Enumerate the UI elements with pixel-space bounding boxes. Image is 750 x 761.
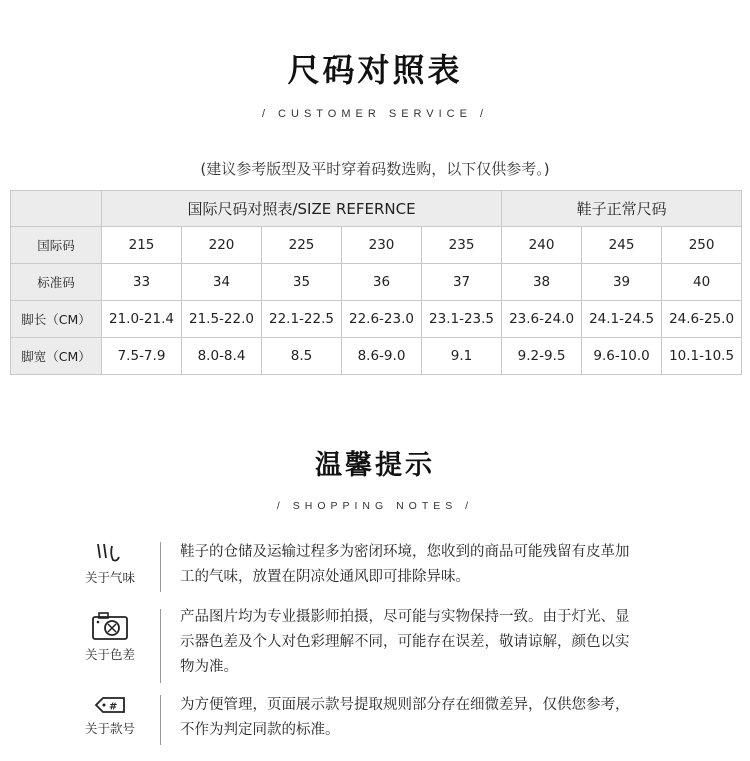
note-text [180,605,700,680]
size-chart-note: (建议参考版型及平时穿着码数选购，以下仅供参考。) [200,160,550,178]
size-value-cell: 220 [182,227,262,264]
size-table-row [11,301,742,338]
note-label: 关于气味 [84,570,135,585]
size-chart-table [10,190,742,375]
size-value-cell: 22.1-22.5 [262,301,342,338]
header-main-cell: 国际尺码对照表/SIZE REFERNCE [102,191,502,227]
size-value-cell: 36 [342,264,422,301]
size-value-cell: 235 [422,227,502,264]
size-value-cell: 250 [662,227,742,264]
note-icon-wrap [70,540,150,586]
note-line: 不作为判定同款的标准。 [180,722,340,738]
note-item-style-number [70,693,710,749]
note-text [180,540,700,590]
note-label: 关于色差 [84,647,135,662]
size-value-cell: 40 [662,264,742,301]
note-divider [160,695,161,745]
size-chart-title: 尺码对照表 [287,51,463,89]
size-value-cell: 240 [502,227,582,264]
note-line: 鞋子的仓储及运输过程多为密闭环境，您收到的商品可能残留有皮革加 [180,544,630,560]
note-divider [160,609,161,683]
size-table-row [11,338,742,375]
note-icon-wrap [70,695,150,737]
size-value-cell: 22.6-23.0 [342,301,422,338]
size-value-cell: 38 [502,264,582,301]
tag-icon [92,695,128,715]
note-label: 关于款号 [84,721,135,736]
size-value-cell: 9.6-10.0 [582,338,662,375]
customer-service-subtitle: / CUSTOMER SERVICE / [261,108,489,120]
header-side-cell: 鞋子正常尺码 [502,191,742,227]
size-value-cell: 215 [102,227,182,264]
note-line: 产品图片均为专业摄影师拍摄，尽可能与实物保持一致。由于灯光、显 [180,609,630,625]
size-value-cell: 23.1-23.5 [422,301,502,338]
note-text [180,693,700,743]
size-value-cell: 225 [262,227,342,264]
note-item-color [70,605,710,685]
note-icon-wrap [70,611,150,663]
size-value-cell: 23.6-24.0 [502,301,582,338]
size-value-cell: 33 [102,264,182,301]
size-value-cell: 21.5-22.0 [182,301,262,338]
camera-icon [90,611,130,641]
note-line: 工的气味，放置在阴凉处通风即可排除异味。 [180,569,470,585]
size-table-header-row [11,191,742,227]
header-blank-cell [11,191,102,227]
note-divider [160,542,161,592]
note-line: 示器色差及个人对色彩理解不同，可能存在误差，敬请谅解，颜色以实 [180,634,630,650]
size-value-cell: 9.1 [422,338,502,375]
svg-text:#: # [109,701,118,713]
notes-title: 温馨提示 [315,450,435,481]
size-value-cell: 10.1-10.5 [662,338,742,375]
size-table-row [11,227,742,264]
size-table-row [11,264,742,301]
size-value-cell: 8.5 [262,338,342,375]
size-value-cell: 21.0-21.4 [102,301,182,338]
size-value-cell: 9.2-9.5 [502,338,582,375]
note-item-smell [70,540,710,596]
size-value-cell: 245 [582,227,662,264]
shopping-notes-subtitle: / SHOPPING NOTES / [276,500,474,512]
size-value-cell: 35 [262,264,342,301]
note-line: 物为准。 [180,659,238,675]
size-value-cell: 7.5-7.9 [102,338,182,375]
size-value-cell: 34 [182,264,262,301]
size-value-cell: 8.6-9.0 [342,338,422,375]
row-label-cell: 国际码 [11,227,102,264]
row-label-cell: 标准码 [11,264,102,301]
row-label-cell: 脚长（CM） [11,301,102,338]
size-value-cell: 37 [422,264,502,301]
size-value-cell: 39 [582,264,662,301]
size-value-cell: 24.6-25.0 [662,301,742,338]
size-value-cell: 24.1-24.5 [582,301,662,338]
note-line: 为方便管理，页面展示款号提取规则部分存在细微差异，仅供您参考， [180,697,630,713]
row-label-cell: 脚宽（CM） [11,338,102,375]
smell-icon [92,540,128,564]
size-value-cell: 230 [342,227,422,264]
size-value-cell: 8.0-8.4 [182,338,262,375]
